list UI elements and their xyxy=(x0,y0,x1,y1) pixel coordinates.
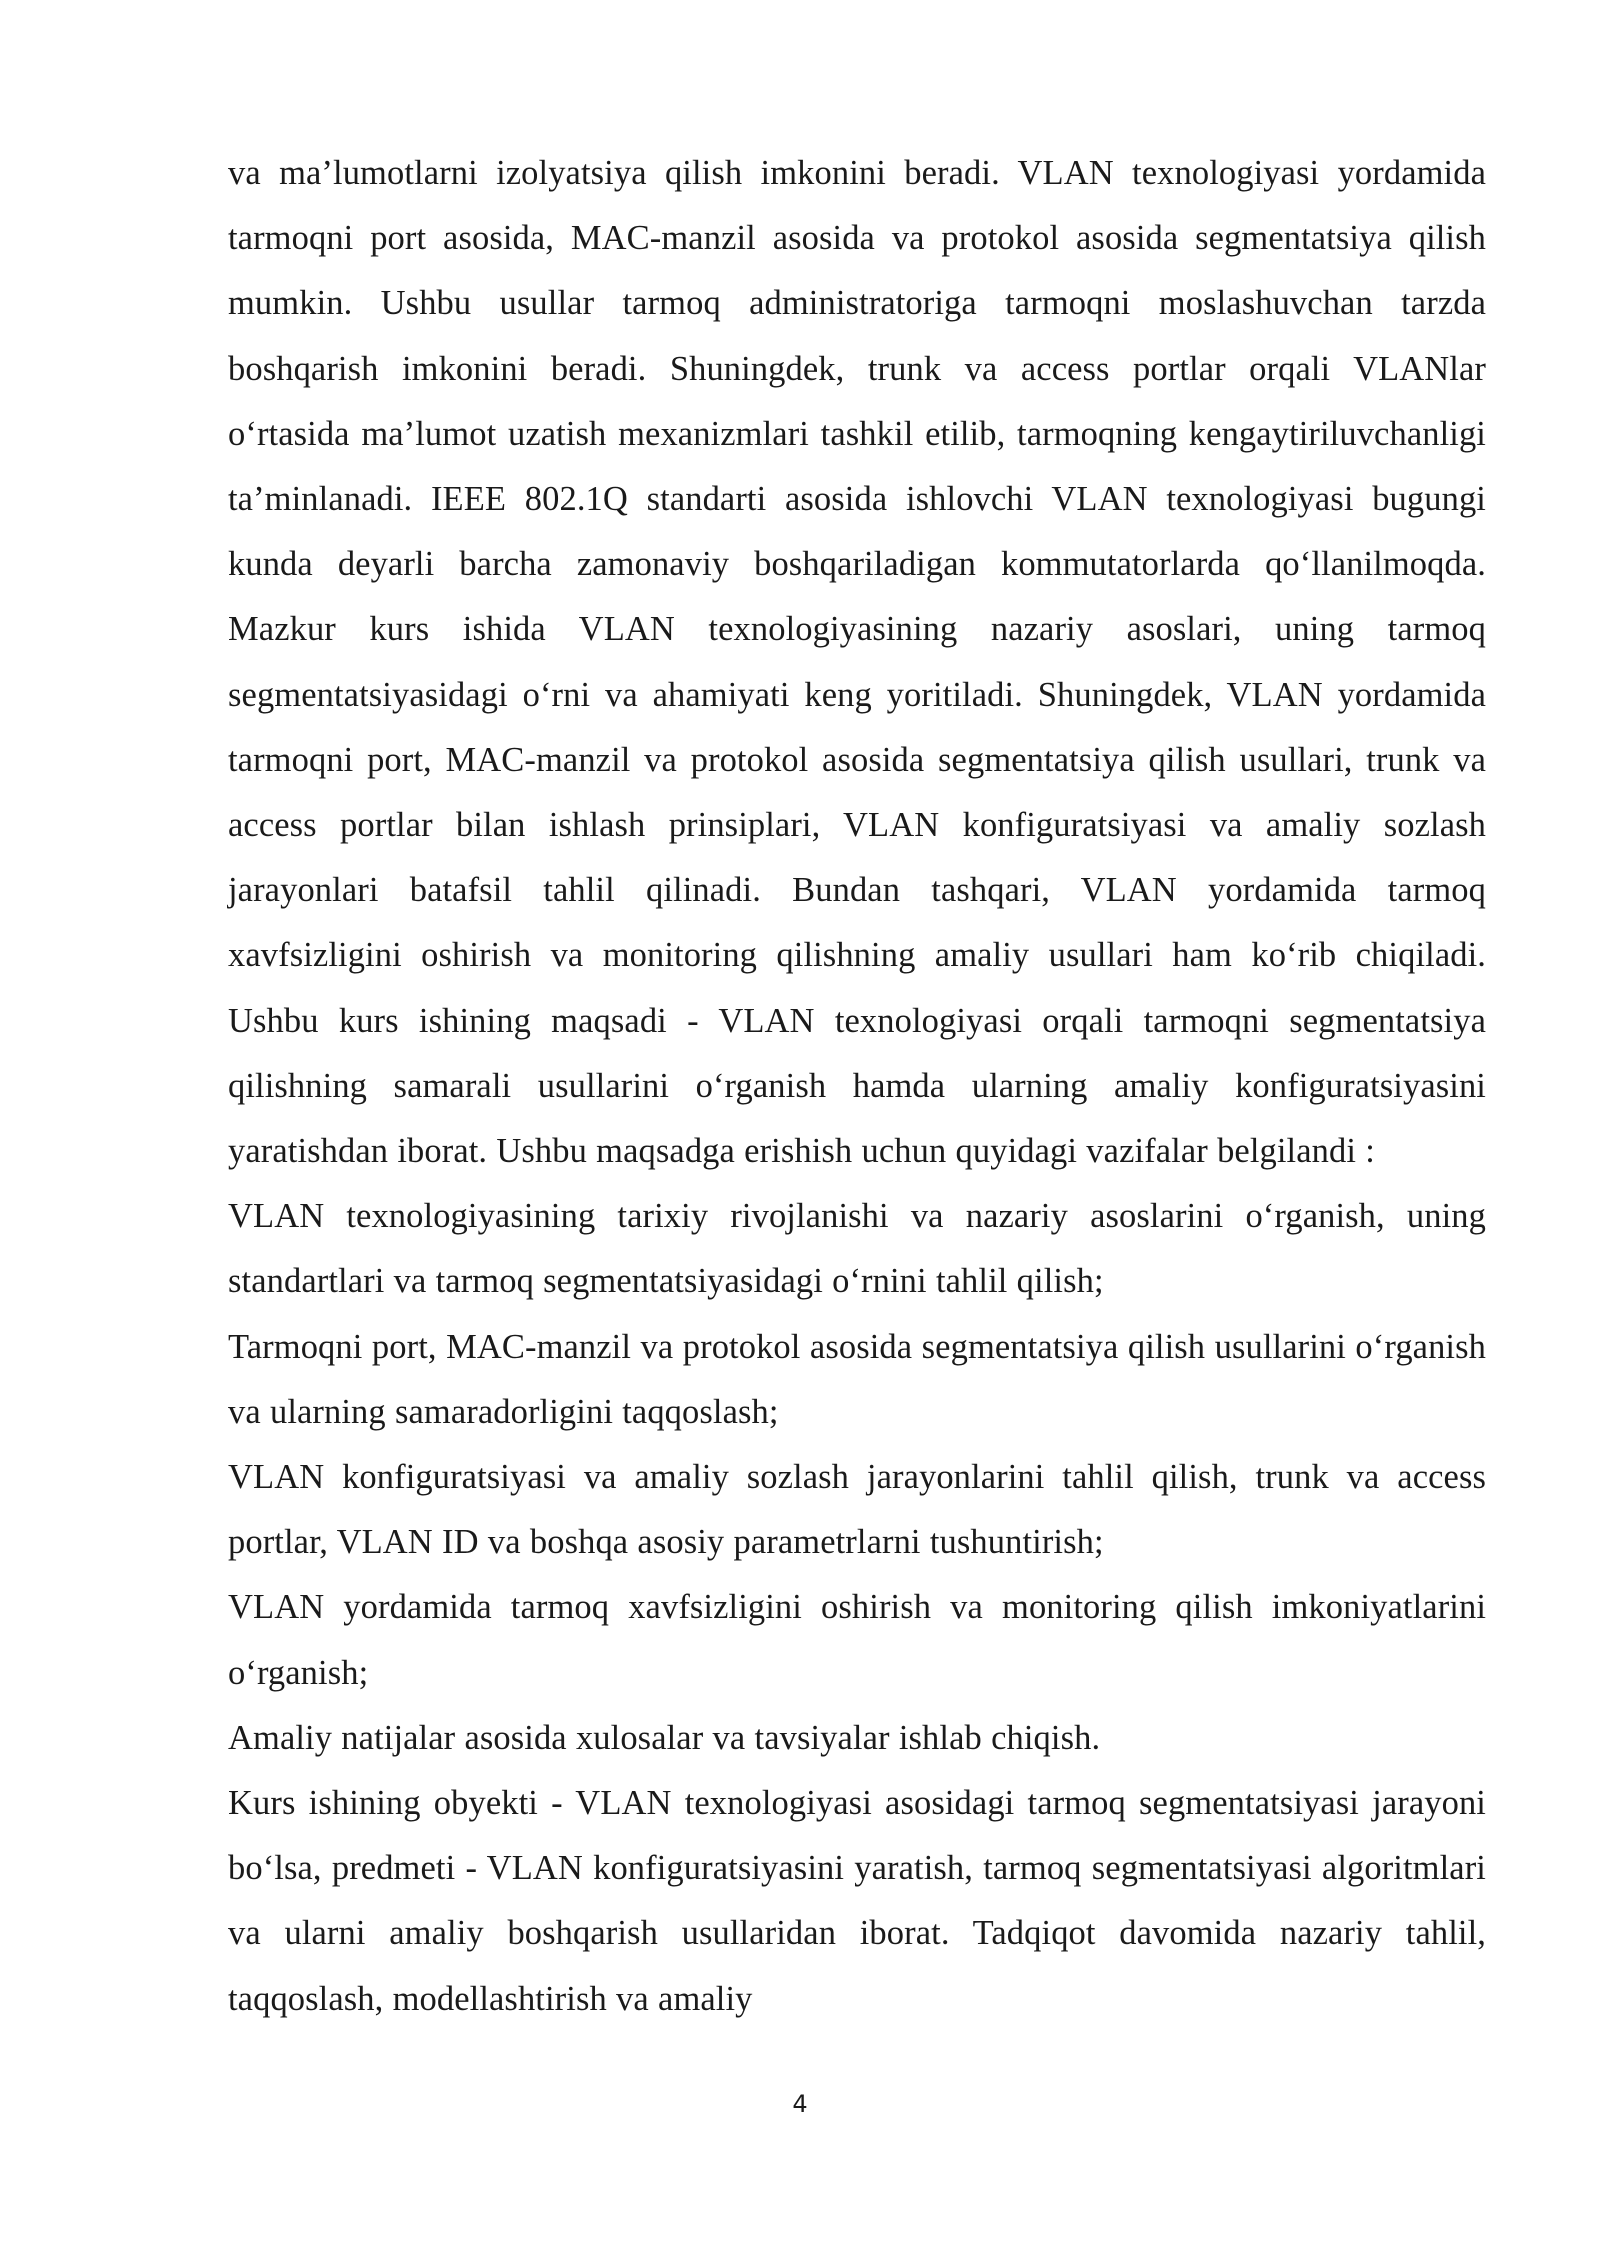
document-body xyxy=(228,141,1486,2032)
body-paragraph-object: Kurs ishining obyekti - VLAN texnologiyasi asosidagi tarmoq segmentatsiyasi jarayoni bo‘lsa, predmeti - VLAN konfiguratsiyasini yaratish, tarmoq segmentatsiyasi algoritmlari va ularni amaliy boshqarish usullaridan iborat. Tadqiqot davomida nazariy tahlil, taqqoslash, modellashtirish va amaliy xyxy=(228,1784,1486,2018)
task-item-5: Amaliy natijalar asosida xulosalar va tavsiyalar ishlab chiqish. xyxy=(228,1718,1101,1757)
task-item-1: VLAN texnologiyasining tarixiy rivojlanishi va nazariy asoslarini o‘rganish, uning standartlari va tarmoq segmentatsiyasidagi o‘rnini tahlil qilish; xyxy=(228,1197,1486,1301)
task-item-4: VLAN yordamida tarmoq xavfsizligini oshirish va monitoring qilish imkoniyatlarini o‘rganish; xyxy=(228,1588,1486,1692)
task-item-2: Tarmoqni port, MAC-manzil va protokol asosida segmentatsiya qilish usullarini o‘rganish va ularning samaradorligini taqqoslash; xyxy=(228,1327,1486,1431)
body-paragraph-intro: va ma’lumotlarni izolyatsiya qilish imkonini beradi. VLAN texnologiyasi yordamida tarmoqni port asosida, MAC-manzil asosida va protokol asosida segmentatsiya qilish mumkin. Ushbu usullar tarmoq administratoriga tarmoqni moslashuvchan tarzda boshqarish imkonini beradi. Shuningdek, trunk va access portlar orqali VLANlar o‘rtasida ma’lumot uzatish mexanizmlari tashkil etilib, tarmoqning kengaytiriluvchanligi ta’minlanadi. IEEE 802.1Q standarti asosida ishlovchi VLAN texnologiyasi bugungi kunda deyarli barcha zamonaviy boshqariladigan kommutatorlarda qo‘llanilmoqda. Mazkur kurs ishida VLAN texnologiyasining nazariy asoslari, uning tarmoq segmentatsiyasidagi o‘rni va ahamiyati keng yoritiladi. Shuningdek, VLAN yordamida tarmoqni port, MAC-manzil va protokol asosida segmentatsiya qilish usullari, trunk va access portlar bilan ishlash prinsiplari, VLAN konfiguratsiyasi va amaliy sozlash jarayonlari batafsil tahlil qilinadi. Bundan tashqari, VLAN yordamida tarmoq xavfsizligini oshirish va monitoring qilishning amaliy usullari ham ko‘rib chiqiladi. Ushbu kurs ishining maqsadi - VLAN texnologiyasi orqali tarmoqni segmentatsiya qilishning samarali usullarini o‘rganish hamda ularning amaliy konfiguratsiyasini yaratishdan iborat. Ushbu maqsadga erishish uchun quyidagi vazifalar belgilandi : xyxy=(228,154,1486,1171)
page-number: 4 xyxy=(792,2090,808,2118)
task-item-3: VLAN konfiguratsiyasi va amaliy sozlash jarayonlarini tahlil qilish, trunk va access portlar, VLAN ID va boshqa asosiy parametrlarni tushuntirish; xyxy=(228,1458,1486,1562)
